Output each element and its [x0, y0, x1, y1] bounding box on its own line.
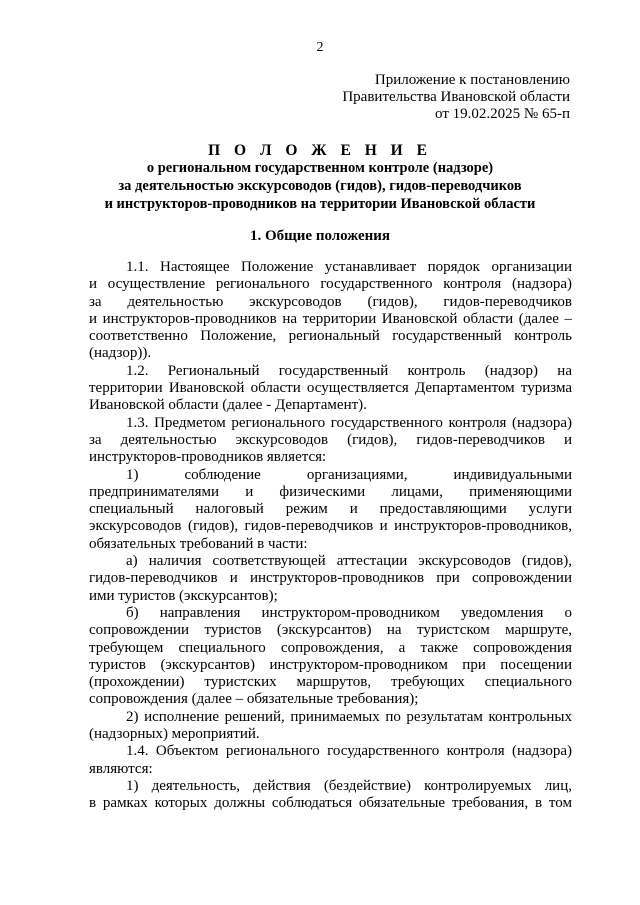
body-line: за деятельностью экскурсоводов (гидов), гидов-переводчиков и	[89, 431, 572, 448]
document-body	[89, 259, 572, 813]
subtitle-line: за деятельностью экскурсоводов (гидов), гидов-переводчиков	[118, 178, 522, 194]
body-line: соответственно Положение, региональный государственный контроль	[89, 328, 572, 345]
body-line: экскурсоводов (гидов), гидов-переводчиков и инструкторов-проводников,	[89, 518, 572, 535]
body-line: 1.4. Объектом регионального государственного контроля (надзора)	[126, 743, 572, 760]
body-line: 1) деятельность, действия (бездействие) контролируемых лиц,	[126, 777, 572, 794]
body-line: за деятельностью экскурсоводов (гидов), гидов-переводчиков	[89, 293, 572, 310]
page-number: 2	[316, 40, 324, 55]
body-line: и осуществление регионального государственного контроля (надзора)	[89, 276, 572, 293]
body-line: (надзорных) мероприятий.	[89, 726, 260, 743]
body-line: 1.3. Предметом регионального государственного контроля (надзора)	[126, 414, 572, 431]
document-title: П О Л О Ж Е Н И Е	[208, 142, 432, 159]
body-line: требующем специального сопровождения, а также сопровождения	[89, 639, 572, 656]
appendix-line: от 19.02.2025 № 65-п	[435, 106, 570, 122]
subtitle-line: и инструкторов-проводников на территории Ивановской области	[104, 196, 536, 212]
body-line: б) направления инструктором-проводником уведомления о	[126, 604, 572, 621]
body-line: являются:	[89, 760, 153, 777]
subtitle-line: о региональном государственном контроле (надзоре)	[146, 160, 494, 176]
section-heading: 1. Общие положения	[249, 228, 391, 244]
document-subtitle	[0, 159, 640, 213]
body-line: гидов-переводчиков и инструкторов-проводников при сопровождении	[89, 570, 572, 587]
appendix-line: Правительства Ивановской области	[342, 89, 570, 105]
body-line: сопровождении туристов (экскурсантов) на туристском маршруте,	[89, 622, 572, 639]
body-line: туристов (экскурсантов) инструктором-проводником при посещении	[89, 656, 572, 673]
appendix-block	[342, 72, 570, 123]
body-line: (прохождении) туристских маршрутов, требующих специального	[89, 674, 572, 691]
body-line: ими туристов (экскурсантов);	[89, 587, 278, 604]
body-line: Ивановской области (далее - Департамент).	[89, 397, 367, 414]
body-line: сопровождения (далее – обязательные требования);	[89, 691, 419, 708]
appendix-line: Приложение к постановлению	[374, 72, 570, 88]
body-line: обязательных требований в части:	[89, 535, 308, 552]
body-line: предпринимателями и физическими лицами, применяющими	[89, 483, 572, 500]
body-line: и инструкторов-проводников на территории Ивановской области (далее –	[89, 310, 572, 327]
body-line: территории Ивановской области осуществляется Департаментом туризма	[89, 380, 572, 397]
body-line: 2) исполнение решений, принимаемых по результатам контрольных	[126, 708, 572, 725]
body-line: в рамках которых должны соблюдаться обязательные требования, в том	[89, 795, 572, 812]
body-line: 1.2. Региональный государственный контроль (надзор) на	[126, 362, 572, 379]
body-line: специальный налоговый режим и предоставляющими услуги	[89, 501, 572, 518]
body-line: (надзор)).	[89, 345, 152, 362]
body-line: а) наличия соответствующей аттестации экскурсоводов (гидов),	[126, 553, 572, 570]
body-line: 1) соблюдение организациями, индивидуальными	[126, 466, 572, 483]
body-line: инструкторов-проводников является:	[89, 449, 327, 466]
body-line: 1.1. Настоящее Положение устанавливает порядок организации	[126, 259, 572, 275]
